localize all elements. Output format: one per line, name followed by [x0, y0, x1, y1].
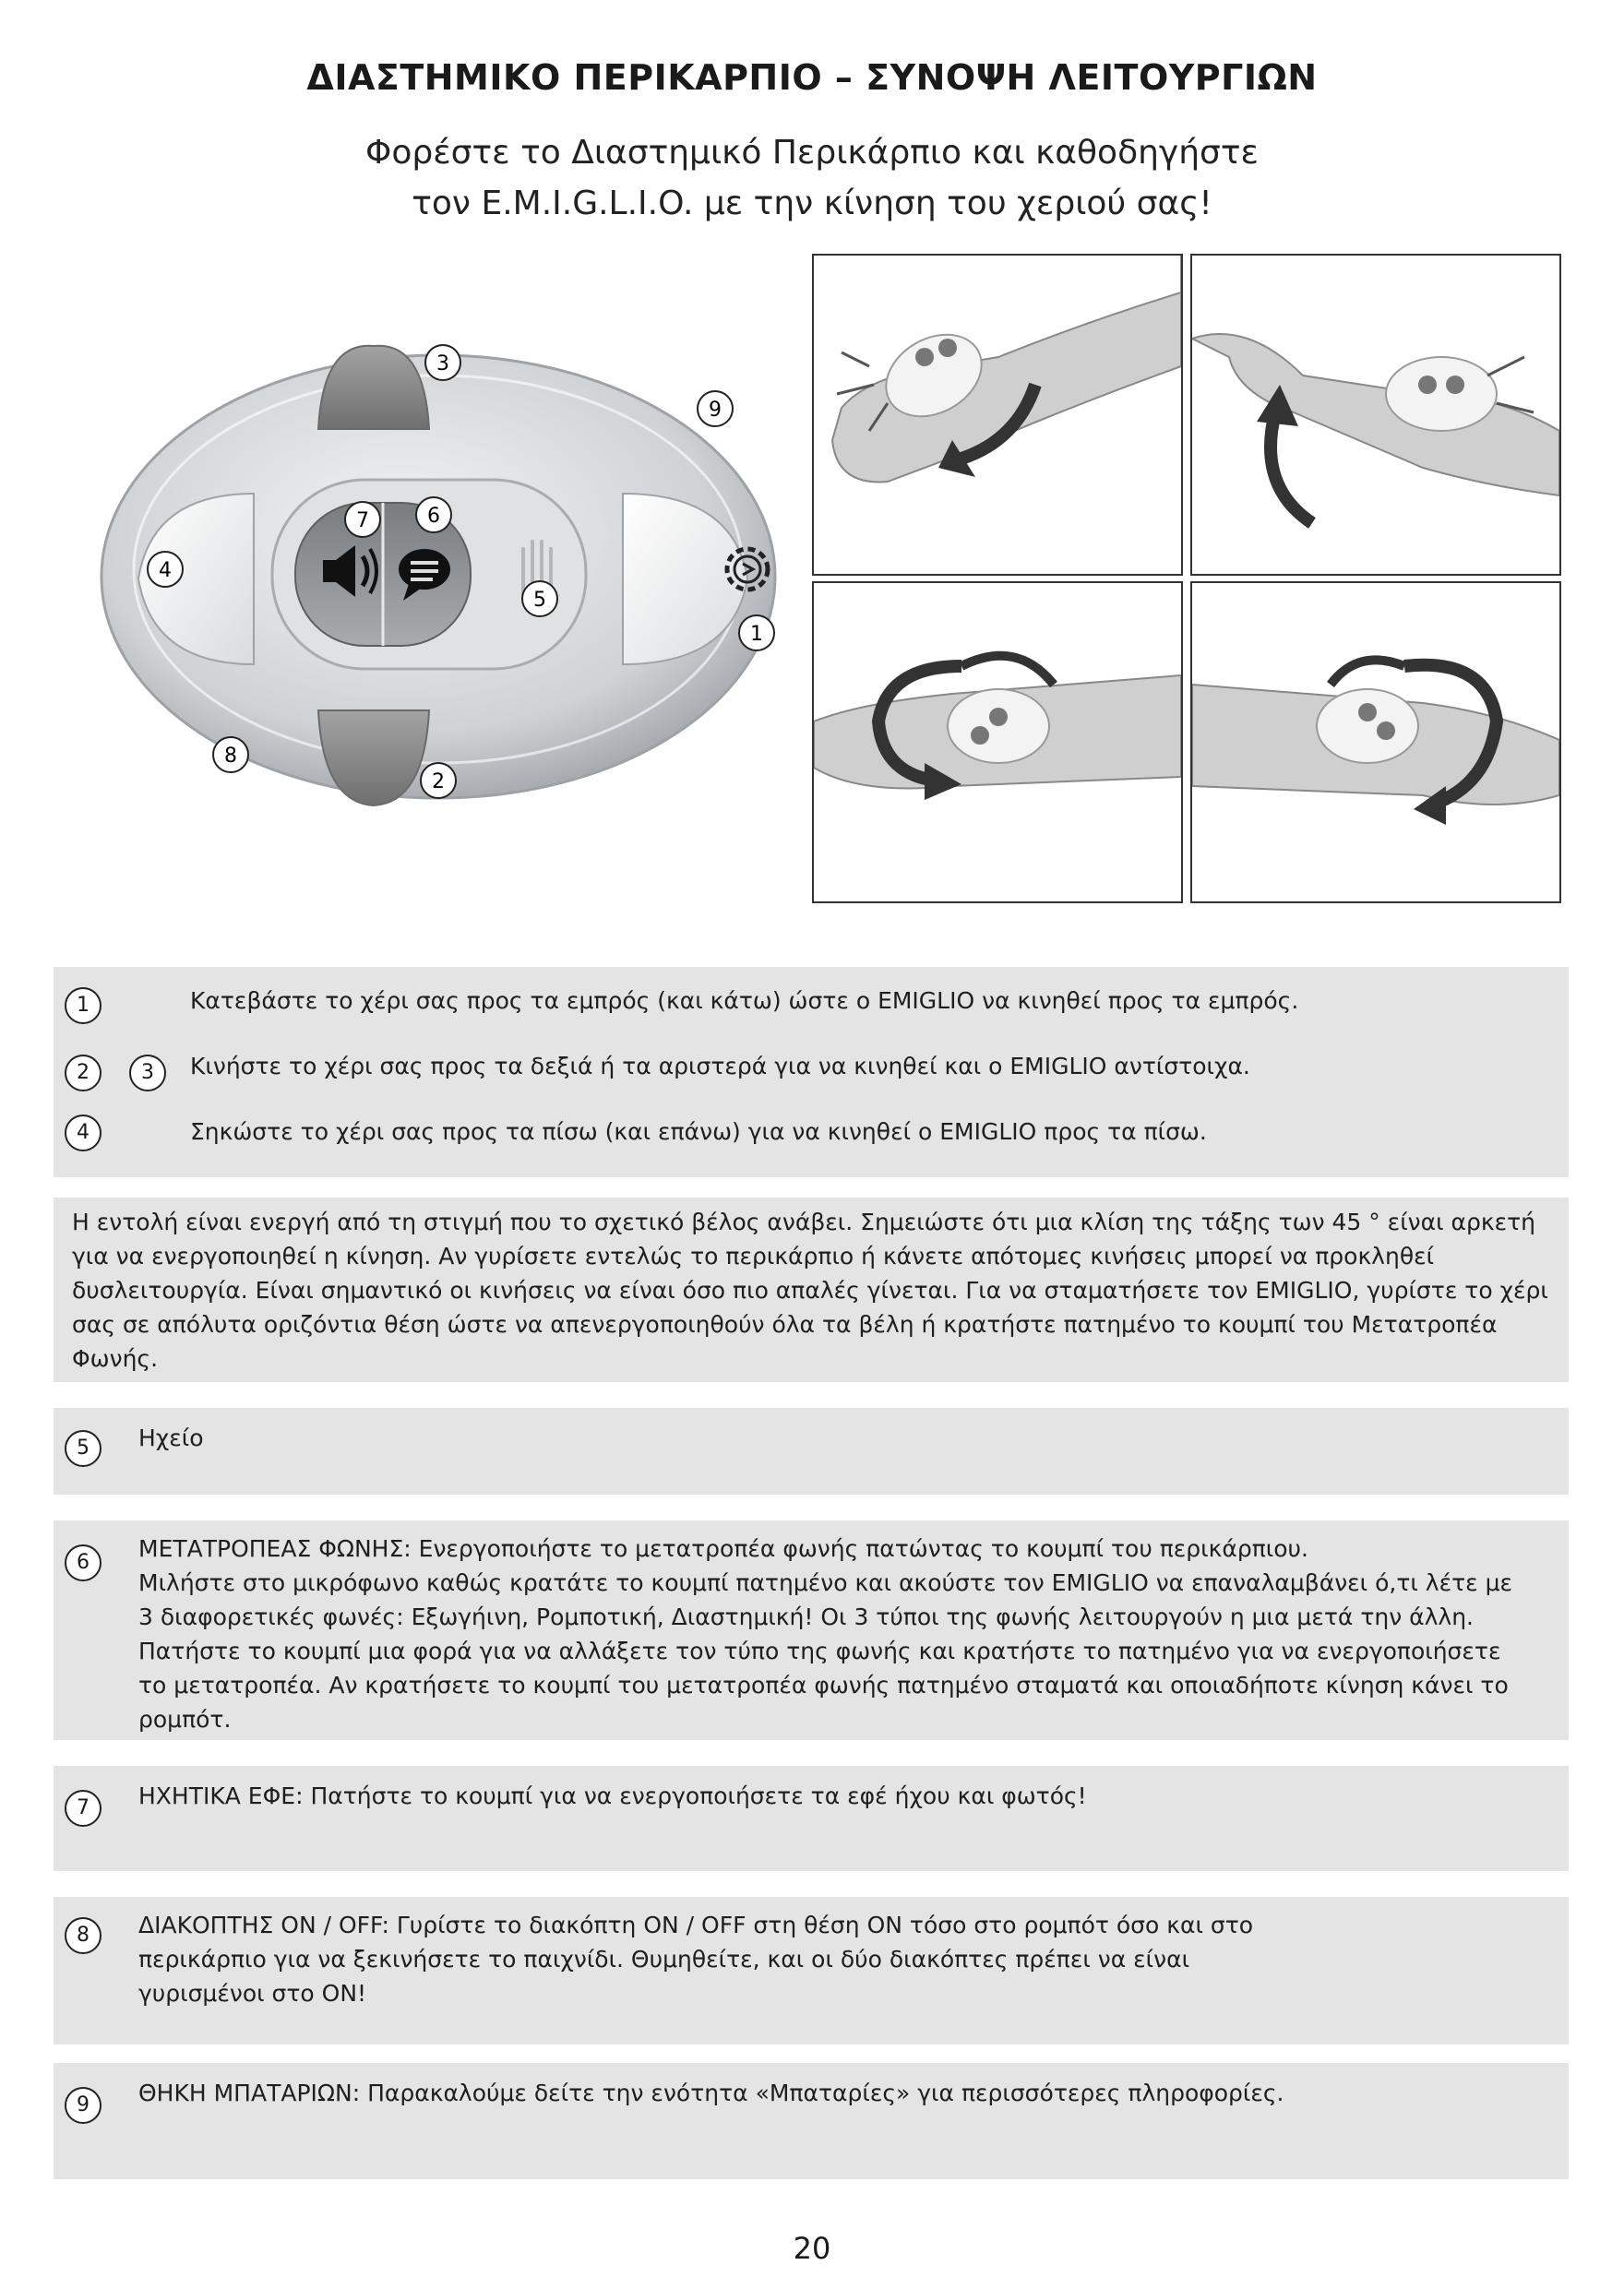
label-8: [213, 737, 248, 772]
num-2: 2: [65, 1055, 102, 1091]
battery-text: ΘΗΚΗ ΜΠΑΤΑΡΙΩΝ: Παρακαλούμε δείτε την ενότητα «Μπαταρίες» για περισσότερες πληροφορίες.: [138, 2080, 1284, 2106]
num-9: 9: [65, 2087, 102, 2124]
power-line-1: ΔΙΑΚΟΠΤΗΣ ON / OFF: Γυρίστε το διακόπτη ON / OFF στη θέση ON τόσο στο ρομπότ όσο και στο: [138, 1912, 1254, 1938]
notes-line-3: δυσλειτουργία. Είναι σημαντικό οι κινήσεις να είναι όσο πιο απαλές γίνεται. Για να σταματήσετε τον EMIGLIO, γυρίστε το χέρι: [72, 1277, 1548, 1304]
num-5: 5: [65, 1430, 102, 1467]
voice-line-1: ΜΕΤΑΤΡΟΠΕΑΣ ΦΩΝΗΣ: Ενεργοποιήστε το μετατροπέα φωνής πατώντας το κουμπί του περικάρπιου.: [138, 1535, 1308, 1562]
power-switch-panel: [54, 1897, 1569, 2045]
svg-text:3: 3: [436, 352, 449, 376]
battery-panel: [54, 2063, 1569, 2179]
curved-arrow-up-icon: [1271, 412, 1312, 523]
svg-text:6: 6: [427, 505, 440, 528]
num-8: 8: [65, 1917, 102, 1954]
voice-line-4: Πατήστε το κουμπί μια φορά για να αλλάξετε τον τύπο της φωνής και κρατήστε το πατημένο για να ενεργοποιήσετε: [138, 1638, 1501, 1664]
voice-line-6: ρομπότ.: [138, 1706, 232, 1733]
label-3: [425, 345, 460, 380]
photo-hand-rotate-left: [812, 581, 1183, 903]
svg-text:4: 4: [159, 559, 172, 582]
movements-panel: [54, 967, 1569, 1177]
notes-panel: [54, 1198, 1569, 1382]
num-6: 6: [65, 1544, 102, 1581]
label-1: [739, 615, 774, 650]
notes-line-1: Η εντολή είναι ενεργή από τη στιγμή που το σχετικό βέλος ανάβει. Σημειώστε ότι μια κλίση της τάξης των 45 ° είναι αρκετή: [72, 1209, 1535, 1235]
label-6: [416, 497, 451, 532]
svg-text:5: 5: [533, 589, 546, 612]
num-3: 3: [129, 1055, 166, 1091]
photo-hand-forward-down: [812, 254, 1183, 576]
svg-text:8: 8: [224, 745, 237, 768]
label-5: [522, 581, 557, 616]
notes-line-4: σας σε απόλυτα οριζόντια θέση ώστε να απενεργοποιηθούν όλα τα βέλη ή κρατήστε πατημένο το κουμπί του Μετατροπέα: [72, 1311, 1498, 1338]
num-7: 7: [65, 1790, 102, 1827]
page-number: 20: [793, 2231, 831, 2266]
voice-line-5: το μετατροπέα. Αν κρατήσετε το κουμπί του μετατροπέα φωνής πατημένο σταματά και οποιαδήποτε κίνηση κάνει το: [138, 1672, 1509, 1699]
svg-text:7: 7: [356, 509, 369, 532]
label-9: [698, 391, 733, 426]
num-4: 4: [65, 1115, 102, 1151]
movement-backward-text: Σηκώστε το χέρι σας προς τα πίσω (και επάνω) για να κινηθεί ο EMIGLIO προς τα πίσω.: [190, 1118, 1207, 1145]
label-7: [345, 502, 380, 537]
svg-text:2: 2: [432, 770, 445, 793]
subtitle-line-1: Φορέστε το Διαστημικό Περικάρπιο και καθοδηγήστε: [365, 134, 1259, 172]
label-2: [421, 763, 456, 798]
movement-forward-text: Κατεβάστε το χέρι σας προς τα εμπρός (και κάτω) ώστε ο EMIGLIO να κινηθεί προς τα εμπρός.: [190, 987, 1299, 1014]
notes-line-2: για να ενεργοποιηθεί η κίνηση. Αν γυρίσετε εντελώς το περικάρπιο ή κάνετε απότομες κινήσεις μπορεί να προκληθεί: [72, 1243, 1435, 1270]
voice-line-2: Μιλήστε στο μικρόφωνο καθώς κρατάτε το κουμπί πατημένο και ακούστε τον EMIGLIO να επαναλαμβάνει ό,τι λέτε με: [138, 1569, 1513, 1596]
svg-text:1: 1: [750, 623, 763, 646]
sound-effects-panel: [54, 1766, 1569, 1871]
page-title: ΔΙΑΣΤΗΜΙΚΟ ΠΕΡΙΚΑΡΠΙΟ – ΣΥΝΟΨΗ ΛΕΙΤΟΥΡΓΙΩΝ: [306, 57, 1318, 98]
sound-effects-text: ΗΧΗΤΙΚΑ ΕΦΕ: Πατήστε το κουμπί για να ενεργοποιήσετε τα εφέ ήχου και φωτός!: [138, 1782, 1087, 1809]
svg-text:9: 9: [709, 399, 722, 422]
speaker-panel: [54, 1408, 1569, 1495]
power-line-2: περικάρπιο για να ξεκινήσετε το παιχνίδι. Θυμηθείτε, και οι δύο διακόπτες πρέπει να είναι: [138, 1946, 1190, 1973]
notes-line-5: Φωνής.: [72, 1345, 159, 1372]
movement-sideways-text: Κινήστε το χέρι σας προς τα δεξιά ή τα αριστερά για να κινηθεί και ο EMIGLIO αντίστοιχα.: [190, 1053, 1250, 1079]
label-4: [148, 552, 183, 587]
photo-hand-backward-up: [1190, 254, 1561, 576]
num-1: 1: [65, 987, 102, 1024]
wristband-device-diagram: [88, 328, 807, 826]
photo-hand-rotate-right: [1190, 581, 1561, 903]
power-line-3: γυρισμένοι στο ON!: [138, 1980, 367, 2007]
voice-line-3: 3 διαφορετικές φωνές: Εξωγήινη, Ρομποτική, Διαστημική! Οι 3 τύποι της φωνής λειτουργούν η μια μετά την άλλη.: [138, 1603, 1474, 1630]
speaker-text: Ηχείο: [138, 1425, 204, 1451]
voice-changer-panel: [54, 1520, 1569, 1740]
subtitle-line-2: τον E.M.I.G.L.I.O. με την κίνηση του χεριού σας!: [412, 185, 1212, 222]
